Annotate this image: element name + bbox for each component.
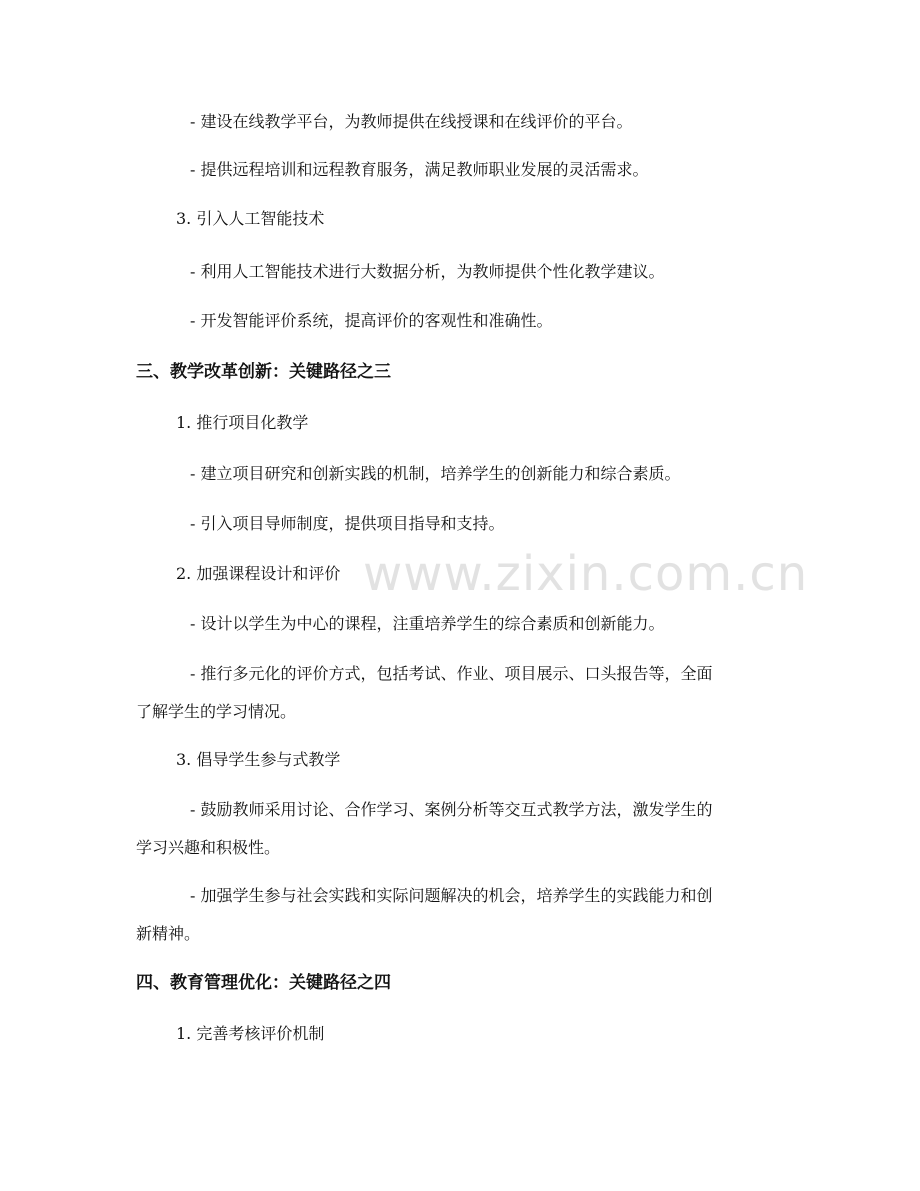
list-item-ai-technology: 3. 引入人工智能技术 [176,209,325,228]
paragraph-diverse-evaluation: - 推行多元化的评价方式，包括考试、作业、项目展示、口头报告等，全面 [190,664,713,683]
paragraph-student-centered: - 设计以学生为中心的课程，注重培养学生的综合素质和创新能力。 [190,614,665,633]
paragraph-diverse-evaluation-cont: 了解学生的学习情况。 [136,702,297,721]
list-item-course-design: 2. 加强课程设计和评价 [176,564,341,583]
paragraph-social-practice-cont: 新精神。 [136,924,201,943]
paragraph-project-research: - 建立项目研究和创新实践的机制，培养学生的创新能力和综合素质。 [190,464,681,483]
watermark: www.zixin.com.cn [363,546,809,602]
paragraph-social-practice: - 加强学生参与社会实践和实际问题解决的机会，培养学生的实践能力和创 [190,886,713,905]
paragraph-ai-big-data: - 利用人工智能技术进行大数据分析，为教师提供个性化教学建议。 [190,262,665,281]
section-heading-management: 四、教育管理优化：关键路径之四 [136,973,391,993]
section-heading-teaching-reform: 三、教学改革创新：关键路径之三 [136,362,391,382]
list-item-assessment: 1. 完善考核评价机制 [176,1024,325,1043]
list-item-participatory-teaching: 3. 倡导学生参与式教学 [176,750,341,769]
paragraph-interactive-methods-cont: 学习兴趣和积极性。 [136,838,281,857]
paragraph-project-mentor: - 引入项目导师制度，提供项目指导和支持。 [190,514,505,533]
paragraph-interactive-methods: - 鼓励教师采用讨论、合作学习、案例分析等交互式教学方法，激发学生的 [190,800,713,819]
paragraph-smart-evaluation: - 开发智能评价系统，提高评价的客观性和准确性。 [190,311,553,330]
paragraph-remote-training: - 提供远程培训和远程教育服务，满足教师职业发展的灵活需求。 [190,160,649,179]
paragraph-online-platform: - 建设在线教学平台，为教师提供在线授课和在线评价的平台。 [190,112,633,131]
list-item-project-teaching: 1. 推行项目化教学 [176,413,309,432]
